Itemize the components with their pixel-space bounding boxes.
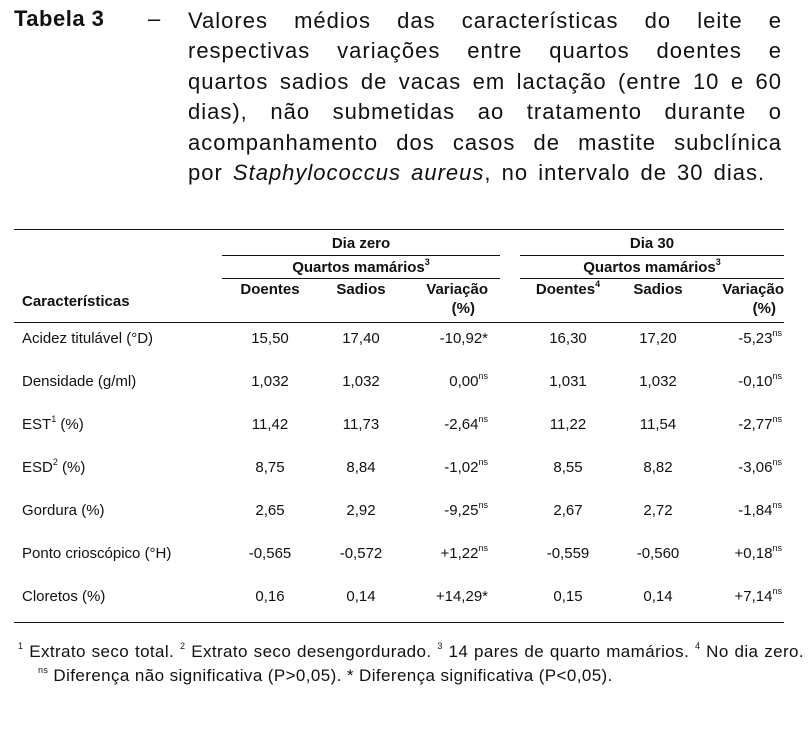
table-cell <box>222 416 318 433</box>
footnote-text: 14 pares de quarto mamários. <box>442 642 695 661</box>
header-bottom-rule <box>14 322 784 323</box>
col-header-variacao-30: Variação <box>722 281 784 298</box>
cell-value: -1,02 <box>444 459 479 476</box>
table-footnotes <box>18 640 804 688</box>
col-header-variacao: Variação <box>426 281 488 298</box>
footnote-marker: ns <box>772 586 782 596</box>
table-cell <box>318 416 404 433</box>
col-header-sadios-30: Sadios <box>633 281 683 298</box>
table-cell <box>222 330 318 347</box>
table-cell <box>404 330 488 347</box>
footnote-marker: ns <box>478 457 488 467</box>
table-cell <box>318 459 404 476</box>
footnote-text: Extrato seco desengordurado. <box>185 642 438 661</box>
table-cell <box>222 459 318 476</box>
cell-value: -0,560 <box>636 545 680 562</box>
table-cell <box>612 459 704 476</box>
cell-value: 15,50 <box>251 330 289 347</box>
table-cell <box>404 502 488 519</box>
cell-value: Acidez titulável (°D) <box>22 330 154 347</box>
table-cell <box>318 545 404 562</box>
cell-value: 0,16 <box>255 588 285 605</box>
caption-text-after: , no intervalo de 30 dias. <box>484 160 766 186</box>
cell-value: EST <box>22 416 52 433</box>
footnote-marker: 1 <box>18 641 24 652</box>
cell-value: 0,14 <box>346 588 376 605</box>
table-cell <box>700 502 782 519</box>
cell-value: 8,84 <box>346 459 376 476</box>
cell-value: Gordura (%) <box>22 502 105 519</box>
row-header-label: Características <box>22 293 130 310</box>
table-top-rule <box>14 229 784 230</box>
row-label <box>22 545 222 562</box>
footnote-marker: ns <box>38 665 49 676</box>
cell-value: 8,75 <box>255 459 285 476</box>
row-label <box>22 330 222 347</box>
footnote-marker: 2 <box>52 457 58 467</box>
cell-value: 16,30 <box>549 330 587 347</box>
cell-value: -2,77 <box>738 416 773 433</box>
table-cell <box>700 545 782 562</box>
footnote-marker: ns <box>478 500 488 510</box>
table-cell <box>520 459 616 476</box>
table-cell <box>222 502 318 519</box>
cell-value: -2,64 <box>444 416 479 433</box>
table-cell <box>520 502 616 519</box>
table-cell <box>700 459 782 476</box>
col-header-sadios: Sadios <box>336 281 386 298</box>
cell-value: Cloretos (%) <box>22 588 106 605</box>
col-header-text: Doentes <box>535 281 596 298</box>
row-label <box>22 459 222 476</box>
cell-value: 1,031 <box>549 373 587 390</box>
footnote-marker: 3 <box>715 257 721 267</box>
dia-zero-group-rule <box>222 255 500 256</box>
table-cell <box>520 545 616 562</box>
table-cell <box>520 330 616 347</box>
row-label-unit: (%) <box>57 459 86 476</box>
cell-value: 0,00 <box>449 373 479 390</box>
footnote-text: Extrato seco total. <box>23 642 181 661</box>
table-cell <box>404 373 488 390</box>
cell-value: -1,84 <box>738 502 773 519</box>
table-cell <box>700 416 782 433</box>
cell-value: +7,14 <box>734 588 773 605</box>
group-header-dia-zero: Dia zero <box>331 235 391 252</box>
footnote-marker: ns <box>772 414 782 424</box>
table-cell <box>612 373 704 390</box>
table-cell <box>520 416 616 433</box>
table-cell <box>612 330 704 347</box>
table-cell <box>700 588 782 605</box>
footnote-marker: ns <box>772 371 782 381</box>
cell-value: 11,22 <box>549 416 587 433</box>
col-header-variacao-pct: (%) <box>451 300 475 317</box>
col-header-doentes-30 <box>520 281 616 298</box>
caption-species: Staphylococcus aureus <box>232 160 485 186</box>
row-label <box>22 373 222 390</box>
dia-30-group-rule <box>520 255 784 256</box>
cell-value: 1,032 <box>639 373 677 390</box>
table-cell <box>700 330 782 347</box>
col-header-doentes: Doentes <box>240 281 300 298</box>
table-caption <box>188 6 782 188</box>
cell-value: 11,54 <box>639 416 677 433</box>
footnote-marker: ns <box>772 328 782 338</box>
footnote-marker: 4 <box>595 279 601 289</box>
cell-value: 11,42 <box>251 416 289 433</box>
cell-value: 8,82 <box>643 459 673 476</box>
col-header-variacao-30-pct: (%) <box>752 300 776 317</box>
cell-value: 1,032 <box>342 373 380 390</box>
dia-30-sub-rule <box>520 278 784 279</box>
table-cell <box>612 416 704 433</box>
cell-value: -0,565 <box>248 545 292 562</box>
footnote-marker: ns <box>772 457 782 467</box>
subgroup-header-dia-zero <box>222 259 500 276</box>
footnote-text: Diferença não significativa (P>0,05). * Diferença significativa (P<0,05). <box>48 666 613 685</box>
cell-value: +14,29* <box>435 588 488 605</box>
table-cell <box>520 588 616 605</box>
table-cell <box>222 588 318 605</box>
cell-value: 1,032 <box>251 373 289 390</box>
footnote-marker: ns <box>478 543 488 553</box>
cell-value: -0,559 <box>546 545 590 562</box>
footnote-text: No dia zero. <box>700 642 804 661</box>
row-label <box>22 416 222 433</box>
footnote-marker: ns <box>478 414 488 424</box>
cell-value: -9,25 <box>444 502 479 519</box>
cell-value: Densidade (g/ml) <box>22 373 137 390</box>
cell-value: 2,92 <box>346 502 376 519</box>
cell-value: +0,18 <box>734 545 773 562</box>
caption-dash: – <box>148 6 161 31</box>
cell-value: 0,14 <box>643 588 673 605</box>
table-label: Tabela 3 <box>14 6 105 31</box>
cell-value: 17,20 <box>639 330 677 347</box>
subgroup-label: Quartos mamários <box>583 259 716 276</box>
cell-value: -10,92* <box>439 330 488 347</box>
footnote-marker: 2 <box>180 641 186 652</box>
table-cell <box>404 545 488 562</box>
footnote-marker: ns <box>478 371 488 381</box>
cell-value: -3,06 <box>738 459 773 476</box>
table-cell <box>318 588 404 605</box>
cell-value: -5,23 <box>738 330 773 347</box>
footnote-marker: 1 <box>51 414 57 424</box>
table-cell <box>612 502 704 519</box>
table-cell <box>404 416 488 433</box>
table-cell <box>520 373 616 390</box>
table-cell <box>318 373 404 390</box>
dia-zero-sub-rule <box>222 278 500 279</box>
cell-value: 2,72 <box>643 502 673 519</box>
table-cell <box>612 545 704 562</box>
table-cell <box>318 502 404 519</box>
cell-value: 2,67 <box>553 502 583 519</box>
caption-text-before: Valores médios das características do leite e respectivas variações entre quartos doentes e quartos sadios de vacas em lactação (entre 10 e 60 dias), não submetidas ao tratamento durante o acompanhamento dos casos de mastite subclínica por <box>188 8 782 186</box>
cell-value: 0,15 <box>553 588 583 605</box>
table-cell <box>222 373 318 390</box>
cell-value: Ponto crioscópico (°H) <box>22 545 172 562</box>
cell-value: 11,73 <box>342 416 380 433</box>
table-cell <box>222 545 318 562</box>
cell-value: 8,55 <box>553 459 583 476</box>
subgroup-header-dia-30 <box>520 259 784 276</box>
cell-value: 2,65 <box>255 502 285 519</box>
table-cell <box>318 330 404 347</box>
cell-value: -0,572 <box>339 545 383 562</box>
table-bottom-rule <box>14 622 784 623</box>
cell-value: ESD <box>22 459 53 476</box>
footnote-marker: 4 <box>694 641 701 652</box>
table-cell <box>404 588 488 605</box>
footnote-marker: ns <box>772 500 782 510</box>
group-header-dia-30: Dia 30 <box>629 235 675 252</box>
row-label <box>22 502 222 519</box>
table-cell <box>612 588 704 605</box>
footnote-marker: 3 <box>437 641 443 652</box>
table-cell <box>404 459 488 476</box>
footnote-marker: ns <box>772 543 782 553</box>
cell-value: -0,10 <box>738 373 773 390</box>
cell-value: +1,22 <box>440 545 479 562</box>
subgroup-label: Quartos mamários <box>292 259 425 276</box>
row-label-unit: (%) <box>56 416 84 433</box>
table-cell <box>700 373 782 390</box>
cell-value: 17,40 <box>342 330 380 347</box>
row-label <box>22 588 222 605</box>
footnote-marker: 3 <box>424 257 430 267</box>
